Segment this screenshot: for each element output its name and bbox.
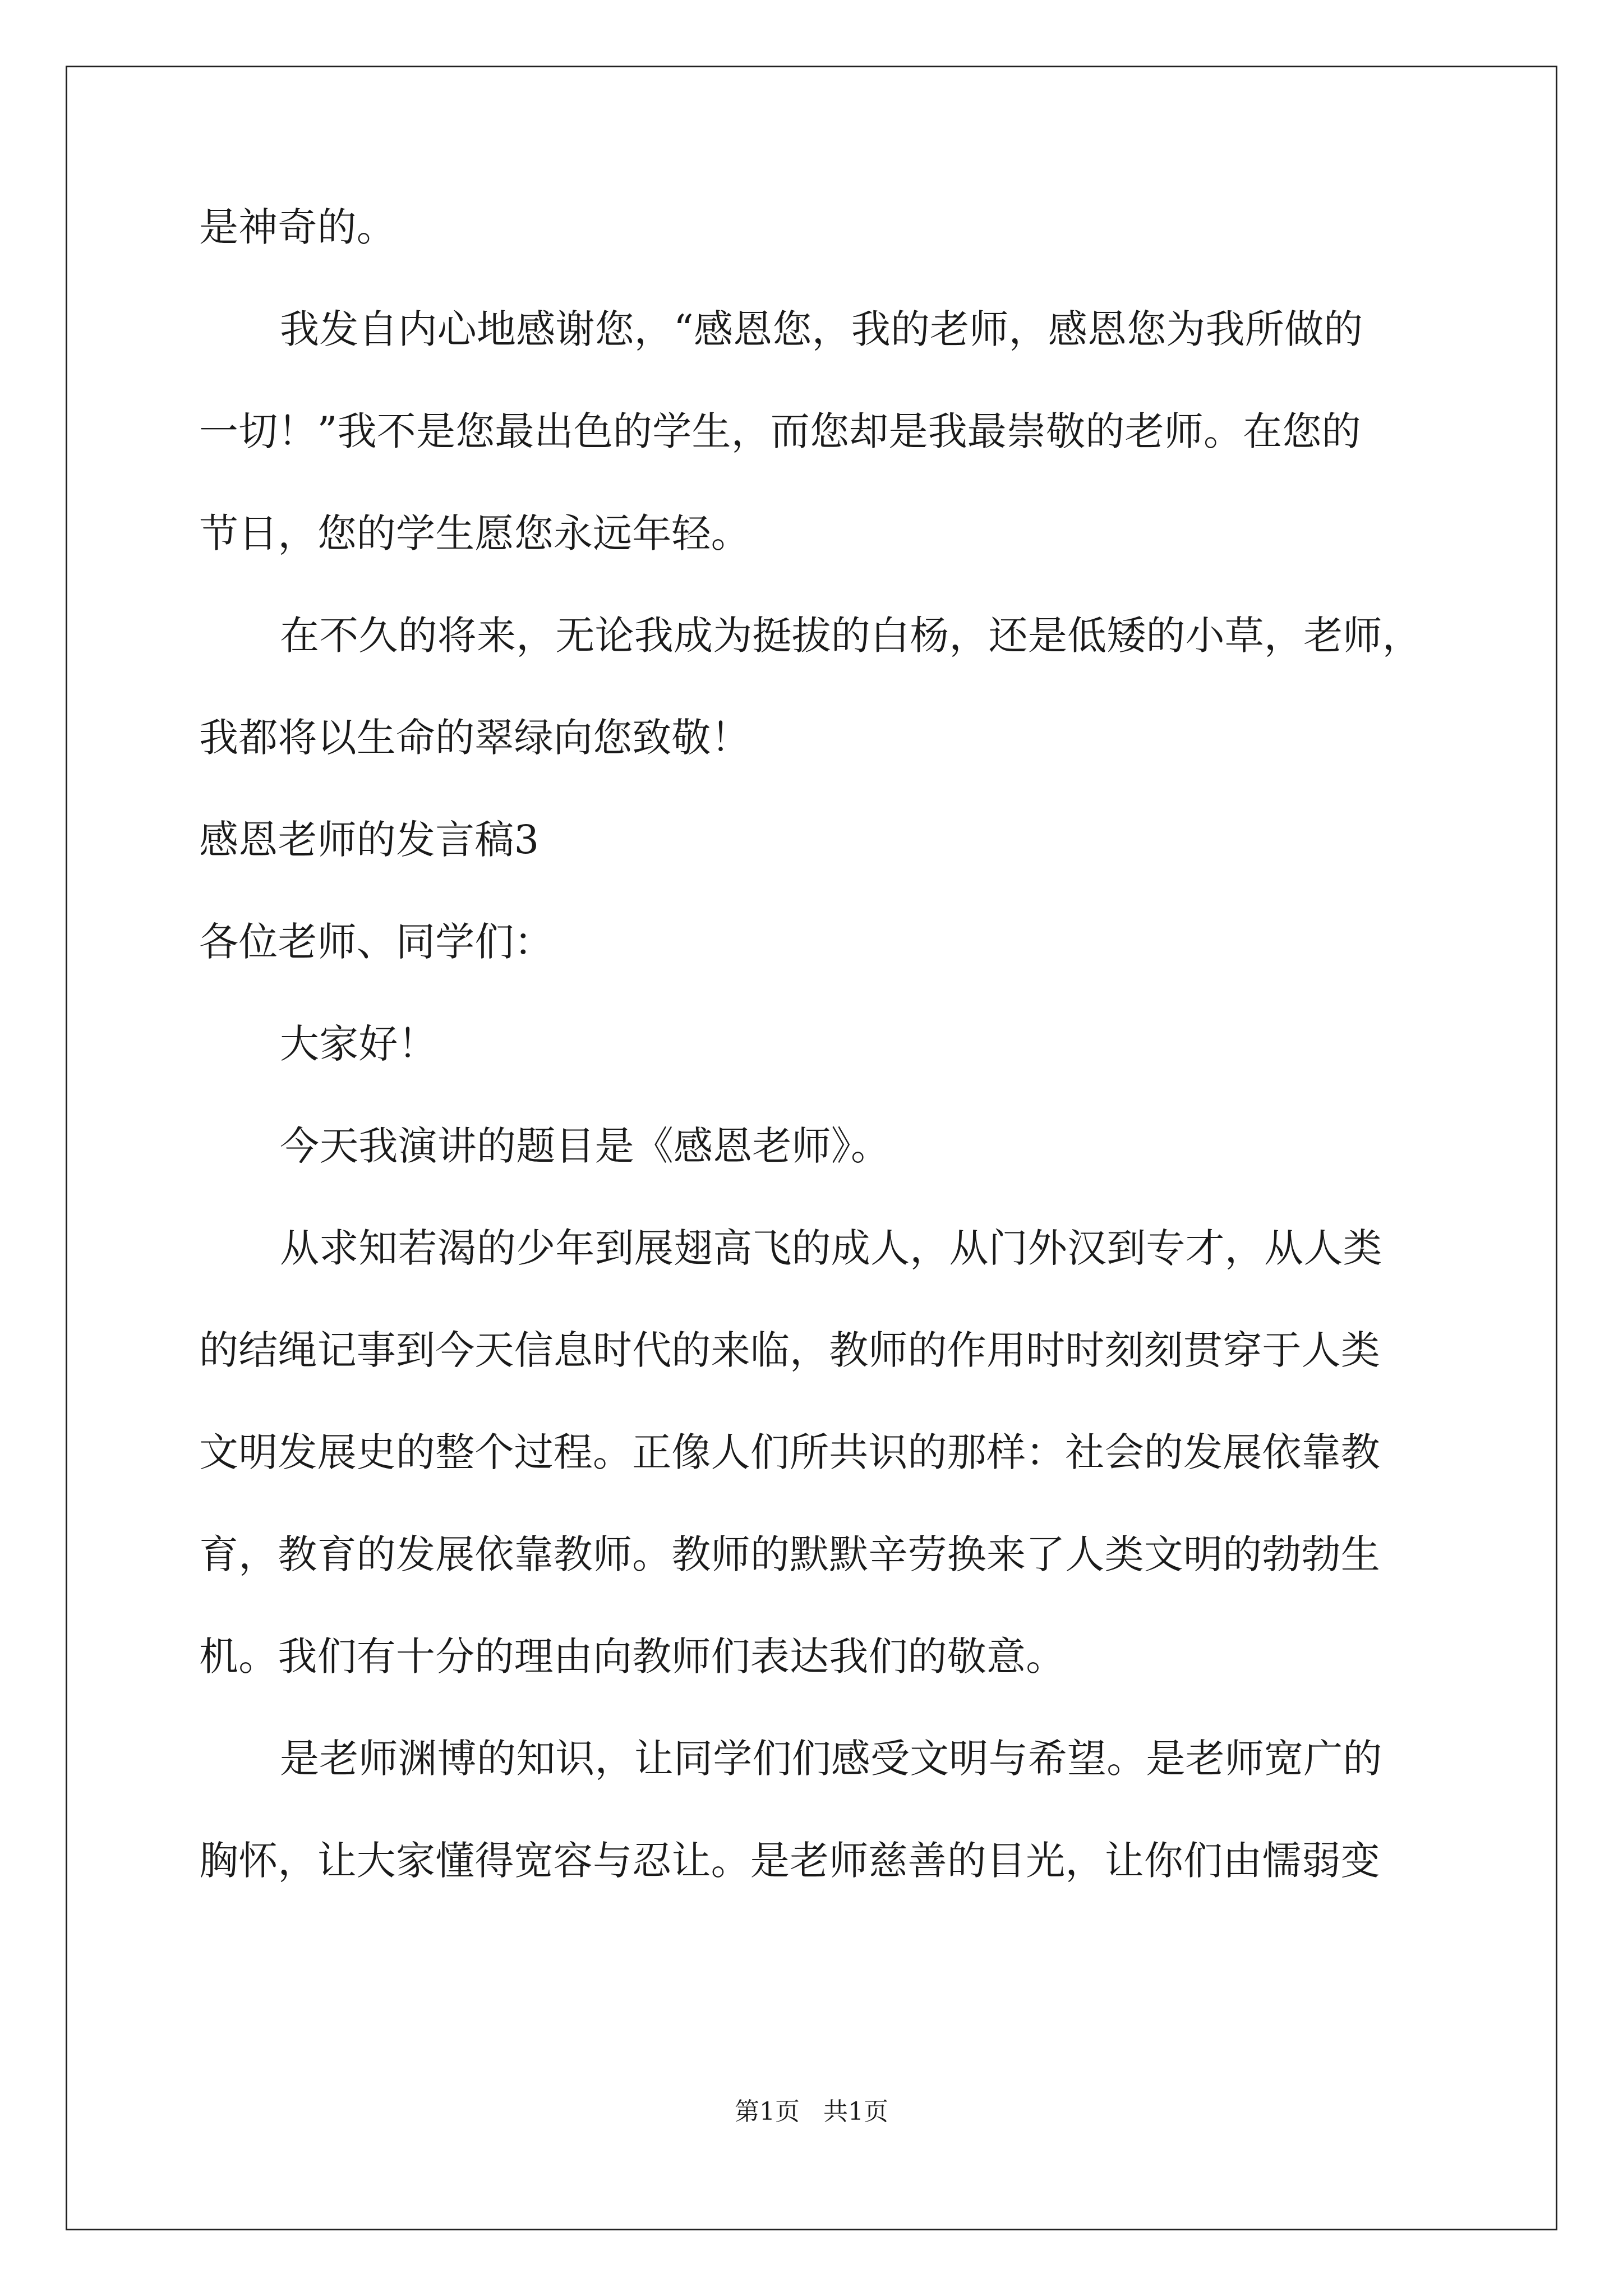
text-line: 机。我们有十分的理由向教师们表达我们的敬意。 <box>199 1634 1066 1680</box>
text-line: 胸怀，让大家懂得宽容与忍让。是老师慈善的目光，让你们由懦弱变 <box>199 1838 1380 1884</box>
text-line: 的结绳记事到今天信息时代的来临，教师的作用时时刻刻贯穿于人类 <box>199 1327 1380 1373</box>
text-line: 我发自内心地感谢您，“感恩您，我的老师，感恩您为我所做的 <box>280 306 1363 352</box>
text-line: 今天我演讲的题目是《感恩老师》。 <box>280 1123 891 1169</box>
text-line: 我都将以生命的翠绿向您致敬！ <box>199 715 750 761</box>
text-line: 是老师渊博的知识，让同学们们感受文明与希望。是老师宽广的 <box>280 1736 1382 1782</box>
text-line: 从求知若渴的少年到展翅高飞的成人，从门外汉到专才，从人类 <box>280 1225 1382 1271</box>
text-line: 是神奇的。 <box>199 204 396 250</box>
text-line: 节日，您的学生愿您永远年轻。 <box>199 510 750 556</box>
page-number-footer: 第1页 共1页 <box>735 2097 888 2126</box>
text-line: 育，教育的发展依靠教师。教师的默默辛劳换来了人类文明的勃勃生 <box>199 1531 1380 1577</box>
text-line: 文明发展史的整个过程。正像人们所共识的那样：社会的发展依靠教 <box>199 1429 1380 1475</box>
greeting: 大家好！ <box>280 1021 437 1067</box>
salutation: 各位老师、同学们： <box>199 919 554 965</box>
text-line: 一切！”我不是您最出色的学生，而您却是我最崇敬的老师。在您的 <box>199 408 1361 454</box>
section-heading: 感恩老师的发言稿3 <box>199 817 540 863</box>
text-line: 在不久的将来，无论我成为挺拔的白杨，还是低矮的小草，老师， <box>280 613 1422 659</box>
